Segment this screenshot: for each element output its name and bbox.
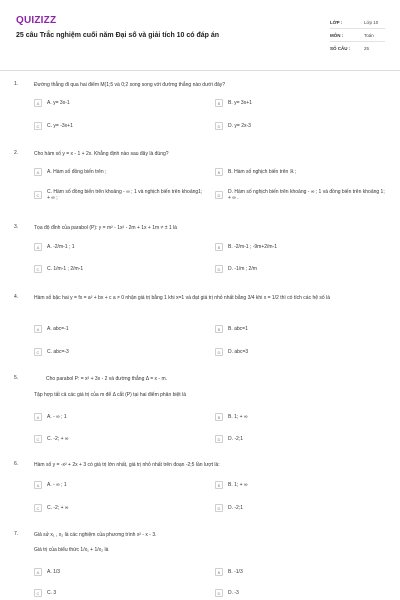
option-text: A. y= 3x-1 <box>47 100 70 106</box>
option-letter-box: C <box>34 348 42 356</box>
option-c[interactable] <box>34 122 204 130</box>
option-text: C. -2; + ∞ <box>47 505 69 511</box>
option-text: B. Hàm số nghịch biến trên ℝ ; <box>228 169 297 175</box>
option-b[interactable] <box>215 325 385 333</box>
option-letter-box: B <box>215 243 223 251</box>
option-a[interactable] <box>34 168 204 176</box>
worksheet-header <box>0 0 400 72</box>
option-letter-box: D <box>215 191 223 199</box>
option-text: C. Hàm số đồng biến trên khoảng - ∞ ; 1 và nghịch biến trên khoảng1; + ∞ ; <box>47 189 203 201</box>
option-letter-box: B <box>215 568 223 576</box>
header-divider <box>0 70 400 71</box>
option-letter-box: A <box>34 325 42 333</box>
option-letter-box: A <box>34 481 42 489</box>
question-number: 6. <box>14 461 19 467</box>
option-d[interactable] <box>215 265 385 273</box>
meta-value: Toán <box>364 32 374 38</box>
question-text: Tọa độ đỉnh của parabol (P): y = m² - 1x² - 2m + 1x + 1m ≠ ± 1 là <box>34 225 177 231</box>
option-d[interactable] <box>215 122 385 130</box>
option-text: C. abc=-3 <box>47 349 69 355</box>
question-subtext: Tập hợp tất cả các giá trị của m để Δ cắt (P) tại hai điểm phân biệt là <box>34 392 186 398</box>
option-text: D. abc=3 <box>228 349 249 355</box>
option-text: A. - ∞ ; 1 <box>47 414 67 420</box>
option-text: B. 1; + ∞ <box>228 414 248 420</box>
option-b[interactable] <box>215 568 385 576</box>
option-text: D. -2;1 <box>228 436 244 442</box>
option-b[interactable] <box>215 481 385 489</box>
option-d[interactable] <box>215 589 385 597</box>
option-text: B. y= 3x+1 <box>228 100 252 106</box>
option-letter-box: A <box>34 168 42 176</box>
option-letter-box: A <box>34 99 42 107</box>
option-letter-box: C <box>34 122 42 130</box>
option-letter-box: A <box>34 243 42 251</box>
option-c[interactable] <box>34 589 204 597</box>
option-letter-box: C <box>34 265 42 273</box>
option-letter-box: D <box>215 122 223 130</box>
option-text: D. -3 <box>228 590 239 596</box>
option-letter-box: A <box>34 413 42 421</box>
question-text: Đường thẳng đi qua hai điểm M(1;5 và 0;2 song song với đường thẳng nào dưới đây? <box>34 82 226 88</box>
option-letter-box: D <box>215 504 223 512</box>
question-text: Cho parabol P: = x² + 3x - 2 và đường thẳng Δ = x - m. <box>46 376 167 382</box>
option-letter-box: B <box>215 325 223 333</box>
option-letter-box: B <box>215 168 223 176</box>
option-text: A. abc=-1 <box>47 326 69 332</box>
option-b[interactable] <box>215 168 385 176</box>
option-text: C. 3 <box>47 590 57 596</box>
option-letter-box: B <box>215 481 223 489</box>
question-number: 5. <box>14 375 19 381</box>
option-letter-box: D <box>215 265 223 273</box>
question-number: 3. <box>14 224 19 230</box>
option-b[interactable] <box>215 99 385 107</box>
meta-value: 25 <box>364 46 370 51</box>
option-letter-box: B <box>215 99 223 107</box>
option-letter-box: D <box>215 589 223 597</box>
option-text: B. -1/3 <box>228 569 243 575</box>
option-text: C. -2; + ∞ <box>47 436 69 442</box>
option-a[interactable] <box>34 568 204 576</box>
question-text: Hàm số y = -x² + 2x + 3 có giá trị lớn nhất, giá trị nhỏ nhất trên đoạn -2;5 lần lượt là: <box>34 462 220 468</box>
option-text: A. -2/m-1 ; 1 <box>47 244 75 250</box>
option-letter-box: C <box>34 191 42 199</box>
meta-row-count <box>330 42 385 55</box>
question-number: 1. <box>14 81 19 87</box>
option-c[interactable] <box>34 265 204 273</box>
option-d[interactable] <box>215 504 385 512</box>
option-text: C. y= -3x+1 <box>47 123 73 129</box>
option-text: B. abc=1 <box>228 326 248 332</box>
option-a[interactable] <box>34 243 204 251</box>
question-number: 2. <box>14 150 19 156</box>
option-a[interactable] <box>34 413 204 421</box>
worksheet-meta <box>330 16 385 55</box>
option-c[interactable] <box>34 348 204 356</box>
question-text: Giả sử x₁ , x₂ là các nghiệm của phương trình x² - x - 3. <box>34 532 157 538</box>
option-letter-box: C <box>34 504 42 512</box>
option-text: A. - ∞ ; 1 <box>47 482 67 488</box>
option-text: D. -2;1 <box>228 505 244 511</box>
question-number: 7. <box>14 531 19 537</box>
option-d[interactable] <box>215 435 385 443</box>
question-text: Hàm số bậc hai y = fx = a² + bx + c a ≠ 0 nhận giá trị bằng 1 khi x=1 và đạt giá trị nhỏ nhất bằng 3/4 khi x = 1/2 thì có tích các hệ số là <box>34 295 330 301</box>
option-text: D. Hàm số nghịch biến trên khoảng - ∞ ; 1 và đồng biến trên khoảng 1; + ∞ . <box>228 189 385 201</box>
option-b[interactable] <box>215 243 385 251</box>
option-text: B. 1; + ∞ <box>228 482 248 488</box>
worksheet-title: 25 câu Trắc nghiệm cuối năm Đại số và giải tích 10 có đáp án <box>16 32 220 39</box>
option-a[interactable] <box>34 481 204 489</box>
quizizz-logo: QUIZIZZ <box>16 15 57 26</box>
option-c[interactable] <box>34 504 204 512</box>
question-subtext: Giá trị của biểu thức 1/x₁ + 1/x₂ là <box>34 547 109 553</box>
option-letter-box: C <box>34 435 42 443</box>
question-number: 4. <box>14 294 19 300</box>
option-b[interactable] <box>215 413 385 421</box>
option-d[interactable] <box>215 189 385 201</box>
option-text: D. -1/m ; 2/m <box>228 266 257 272</box>
question-text: Cho hàm số y = x - 1 + 2x. Khẳng định nào sau đây là đúng? <box>34 151 169 157</box>
meta-label: LỚP : <box>330 19 343 25</box>
option-text: D. y= 2x-3 <box>228 123 251 129</box>
meta-value: Lớp 10 <box>364 19 379 25</box>
option-text: C. 1/m-1 ; 2/m-1 <box>47 266 84 272</box>
option-d[interactable] <box>215 348 385 356</box>
option-text: A. 1/3 <box>47 569 61 575</box>
meta-row-subject <box>330 29 385 42</box>
option-text: A. Hàm số đồng biến trên ; <box>47 169 107 175</box>
option-letter-box: D <box>215 348 223 356</box>
meta-row-class <box>330 16 385 29</box>
option-letter-box: C <box>34 589 42 597</box>
meta-label: MÔN : <box>330 32 344 38</box>
option-a[interactable] <box>34 325 204 333</box>
meta-label: SỐ CÂU : <box>330 46 351 51</box>
option-c[interactable] <box>34 189 204 201</box>
option-a[interactable] <box>34 99 204 107</box>
option-text: B. -2/m-1 ; -9m+2/m-1 <box>228 244 278 250</box>
option-c[interactable] <box>34 435 204 443</box>
option-letter-box: D <box>215 435 223 443</box>
option-letter-box: A <box>34 568 42 576</box>
option-letter-box: B <box>215 413 223 421</box>
